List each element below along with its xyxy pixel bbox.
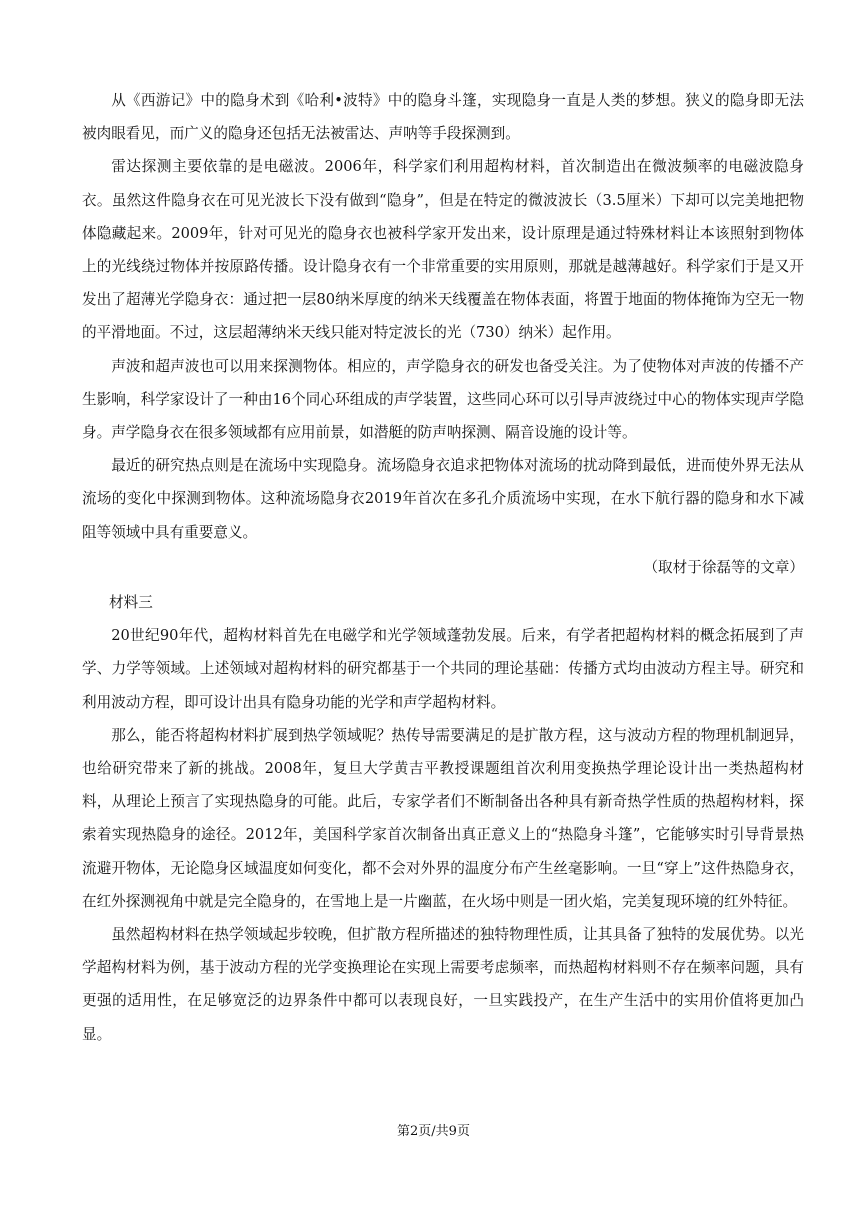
paragraph: 最近的研究热点则是在流场中实现隐身。流场隐身衣追求把物体对流场的扰动降到最低，进而使外界无法从流场的变化中探测到物体。这种流场隐身衣2019年首次在多孔介质流场中实现，在水下航行器的隐身和水下减阻等领域中具有重要意义。: [82, 457, 804, 541]
paragraph: 那么，能否将超构材料扩展到热学领域呢？热传导需要满足的是扩散方程，这与波动方程的物理机制迥异，也给研究带来了新的挑战。2008年，复旦大学黄吉平教授课题组首次利用变换热学理论设计出一类热超构材料，从理论上预言了实现热隐身的可能。此后，专家学者们不断制备出各种具有新奇热学性质的热超构材料，探索着实现热隐身的途径。2012年，美国科学家首次制备出真正意义上的“热隐身斗篷”，它能够实时引导背景热流避开物体，无论隐身区域温度如何变化，都不会对外界的温度分布产生丝毫影响。一旦“穿上”这件热隐身衣，在红外探测视角中就是完全隐身的，在雪地上是一片幽蓝，在火场中则是一团火焰，完美复现环境的红外特征。: [82, 726, 804, 910]
article-body: [82, 84, 804, 1051]
paragraph: 声波和超声波也可以用来探测物体。相应的，声学隐身衣的研发也备受关注。为了使物体对声波的传播不产生影响，科学家设计了一种由16个同心环组成的声学装置，这些同心环可以引导声波绕过中心的物体实现声学隐身。声学隐身衣在很多领域都有应用前景，如潜艇的防声呐探测、隔音设施的设计等。: [82, 357, 804, 442]
paragraph: 20世纪90年代，超构材料首先在电磁学和光学领域蓬勃发展。后来，有学者把超构材料的概念拓展到了声学、力学等领域。上述领域对超构材料的研究都基于一个共同的理论基础：传播方式均由波动方程主导。研究和利用波动方程，即可设计出具有隐身功能的光学和声学超构材料。: [82, 627, 804, 711]
source-citation: （取材于徐磊等的文章）: [643, 558, 804, 576]
paragraph: 雷达探测主要依靠的是电磁波。2006年，科学家们利用超构材料，首次制造出在微波频率的电磁波隐身衣。虽然这件隐身衣在可见光波长下没有做到“隐身”，但是在特定的微波波长（3.5厘米）下却可以完美地把物体隐藏起来。2009年，针对可见光的隐身衣也被科学家开发出来，设计原理是通过特殊材料让本该照射到物体上的光线绕过物体并按原路传播。设计隐身衣有一个非常重要的实用原则，那就是越薄越好。科学家们于是又开发出了超薄光学隐身衣：通过把一层80纳米厚度的纳米天线覆盖在物体表面，将置于地面的物体掩饰为空无一物的平滑地面。不过，这层超薄纳米天线只能对特定波长的光（730）纳米）起作用。: [82, 158, 804, 342]
paragraph: 虽然超构材料在热学领域起步较晚，但扩散方程所描述的独特物理性质，让其具备了独特的发展优势。以光学超构材料为例，基于波动方程的光学变换理论在实现上需要考虑频率，而热超构材料则不存在频率问题，具有更强的适用性，在足够宽泛的边界条件中都可以表现良好，一旦实践投产，在生产生活中的实用价值将更加凸显。: [82, 926, 804, 1043]
page-number: 第2页/共9页: [397, 1124, 470, 1139]
paragraph: 从《西游记》中的隐身术到《哈利•波特》中的隐身斗篷，实现隐身一直是人类的梦想。狭义的隐身即无法被肉眼看见，而广义的隐身还包括无法被雷达、声呐等手段探测到。: [82, 92, 804, 143]
section-title: 材料三: [109, 594, 153, 612]
